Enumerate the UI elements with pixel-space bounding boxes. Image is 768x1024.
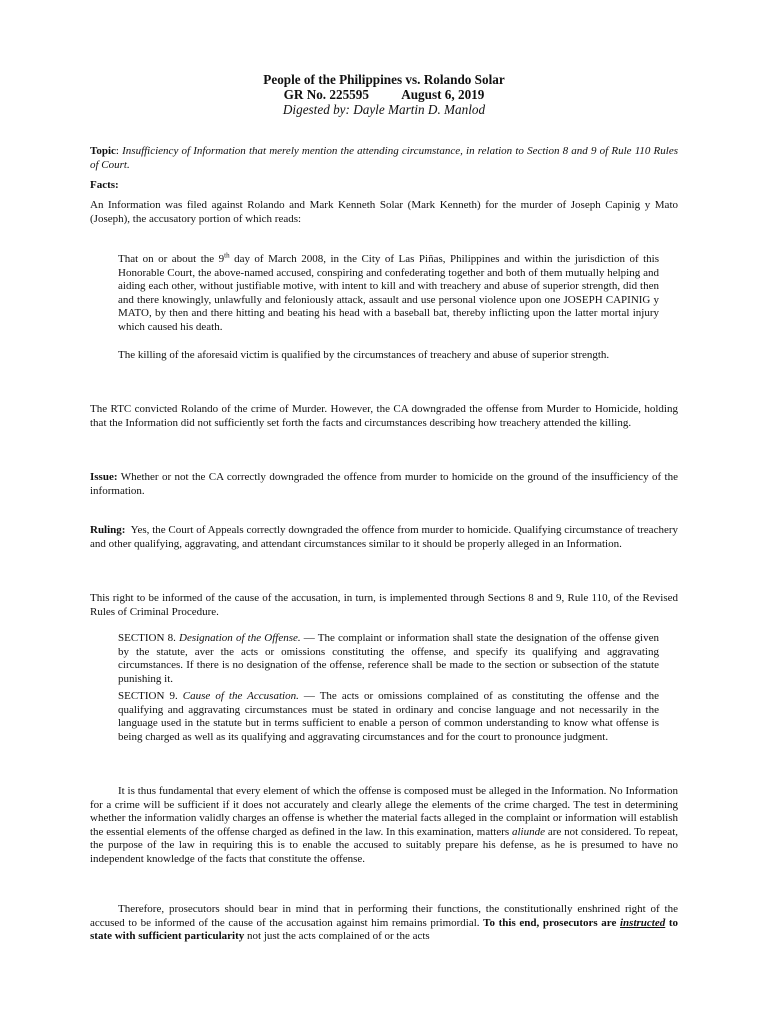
facts-intro: An Information was filed against Rolando and Mark Kenneth Solar (Mark Kenneth) for the murder of Joseph Capinig y Mato (Joseph), the accusatory portion of which reads: (90, 199, 678, 225)
right-paragraph: This right to be informed of the cause of the accusation, in turn, is implemented through Sections 8 and 9, Rule 110, of the Revised Rules of Criminal Procedure. (90, 592, 678, 618)
issue-label: Issue: (90, 471, 118, 483)
aliunde-term: aliunde (512, 825, 545, 838)
facts-heading-block (90, 179, 678, 193)
section-8-quote (118, 632, 659, 686)
therefore-bold-1: To this end, prosecutors are (483, 916, 620, 929)
rtc-paragraph: The RTC convicted Rolando of the crime of Murder. However, the CA downgraded the offense from Murder to Homicide, holding that the Information did not sufficiently set forth the facts and circumstances describing how treachery attended the killing. (90, 403, 678, 429)
instructed-term: instructed (619, 916, 666, 929)
ruling-label: Ruling: (90, 524, 126, 536)
section-9-head: SECTION 9. (118, 690, 183, 702)
section-8-title: Designation of the Offense. (179, 632, 301, 644)
rtc-paragraph-block (90, 403, 678, 430)
therefore-paragraph-block (90, 903, 678, 944)
section-8-head: SECTION 8. (118, 632, 180, 644)
right-paragraph-block (90, 592, 678, 619)
quote-1-start: That on or about the 9 (118, 253, 225, 265)
issue-section (90, 471, 678, 498)
topic-text: Insufficiency of Information that merely mention the attending circumstance, in relation to Section 8 and 9 of Rule 110 Rules of Court. (90, 145, 678, 171)
case-number-date: GR No. 225595 August 6, 2019 (283, 87, 485, 102)
topic-label: Topic (90, 145, 116, 157)
section-9-quote (118, 690, 659, 744)
section-9-text: — The acts or omissions complained of as constituting the offense and the qualifying and aggravating circumstances must be stated in ordinary and concise language and not necessarily in the language used in the statute but in terms sufficient to enable a person of common understanding to know what offense is being charged as well as its qualifying and aggravating circumstances and for the court to pronounce judgment. (118, 690, 659, 743)
section-9-title: Cause of the Accusation. (182, 690, 299, 702)
therefore-bold-2: to state with sufficient particularity (90, 916, 679, 943)
quote-2-text: The killing of the aforesaid victim is qualified by the circumstances of treachery and abuse of superior strength. (118, 349, 610, 361)
topic-section: Topic: Insufficiency of Information that merely mention the attending circumstance, in relation to Section 8 and 9 of Rule 110 Rules of Court. (90, 145, 678, 171)
ruling-section (90, 524, 684, 551)
case-title: People of the Philippines vs. Rolando Solar (263, 72, 505, 87)
digest-author: Digested by: Dayle Martin D. Manlod (282, 102, 486, 117)
therefore-text-end: not just the acts complained of or the acts (244, 930, 430, 943)
issue-text: Whether or not the CA correctly downgraded the offence from murder to homicide on the ground of the insufficiency of the information. (90, 471, 678, 497)
facts-intro-block (90, 199, 678, 226)
quote-1-rest: day of March 2008, in the City of Las Piñas, Philippines and within the jurisdiction of this Honorable Court, the above-named accused, conspiring and confederating together and both of them mutually helping and aiding each other, without justifiable motive, with intent to kill and with treachery and abuse of superior strength, did then and there knowingly, unlawfully and feloniously attack, assault and use personal violence upon one JOSEPH CAPINIG y MATO, by then and there hitting and beating his head with a baseball bat, thereby inflicting upon the latter mortal injury which caused his death. (118, 253, 659, 333)
information-quote-2 (118, 349, 659, 363)
facts-heading: Facts: (90, 179, 119, 191)
fundamental-text-end: are not considered. To repeat, the purpose of the law in requiring this is to enable the accused to suitably prepare his defense, as he is presumed to have no independent knowledge of the facts that constitute the offense. (90, 825, 678, 865)
quote-1-sup: th (224, 251, 230, 260)
ruling-text: Yes, the Court of Appeals correctly downgraded the offence from murder to homicide. Qualifying circumstance of treachery and other qualifying, aggravating, and attendant circumstances similar to it should be properly alleged in an Information. (90, 524, 684, 550)
fundamental-text-start: It is thus fundamental that every element of which the offense is composed must be alleged in the Information. No Information for a crime will be sufficient if it does not accurately and clearly allege the elements of the crime charged. The test in determining whether the information validly charges an offense is whether the material facts alleged in the complaint or information will establish the essential elements of the offense charged as defined in the law. In this examination, matters (90, 785, 678, 838)
information-quote-1 (118, 253, 659, 335)
fundamental-paragraph-block (90, 785, 678, 867)
section-8-text: — The complaint or information shall state the designation of the offense given by the statute, aver the acts or omissions constituting the offense, and specify its qualifying and aggravating circumstances. If there is no designation of the offense, reference shall be made to the section or subsection of the statute punishing it. (118, 632, 659, 685)
therefore-text: Therefore, prosecutors should bear in mind that in performing their functions, the constitutionally enshrined right of the accused to be informed of the cause of the accusation against him remains primordial. (90, 903, 678, 929)
